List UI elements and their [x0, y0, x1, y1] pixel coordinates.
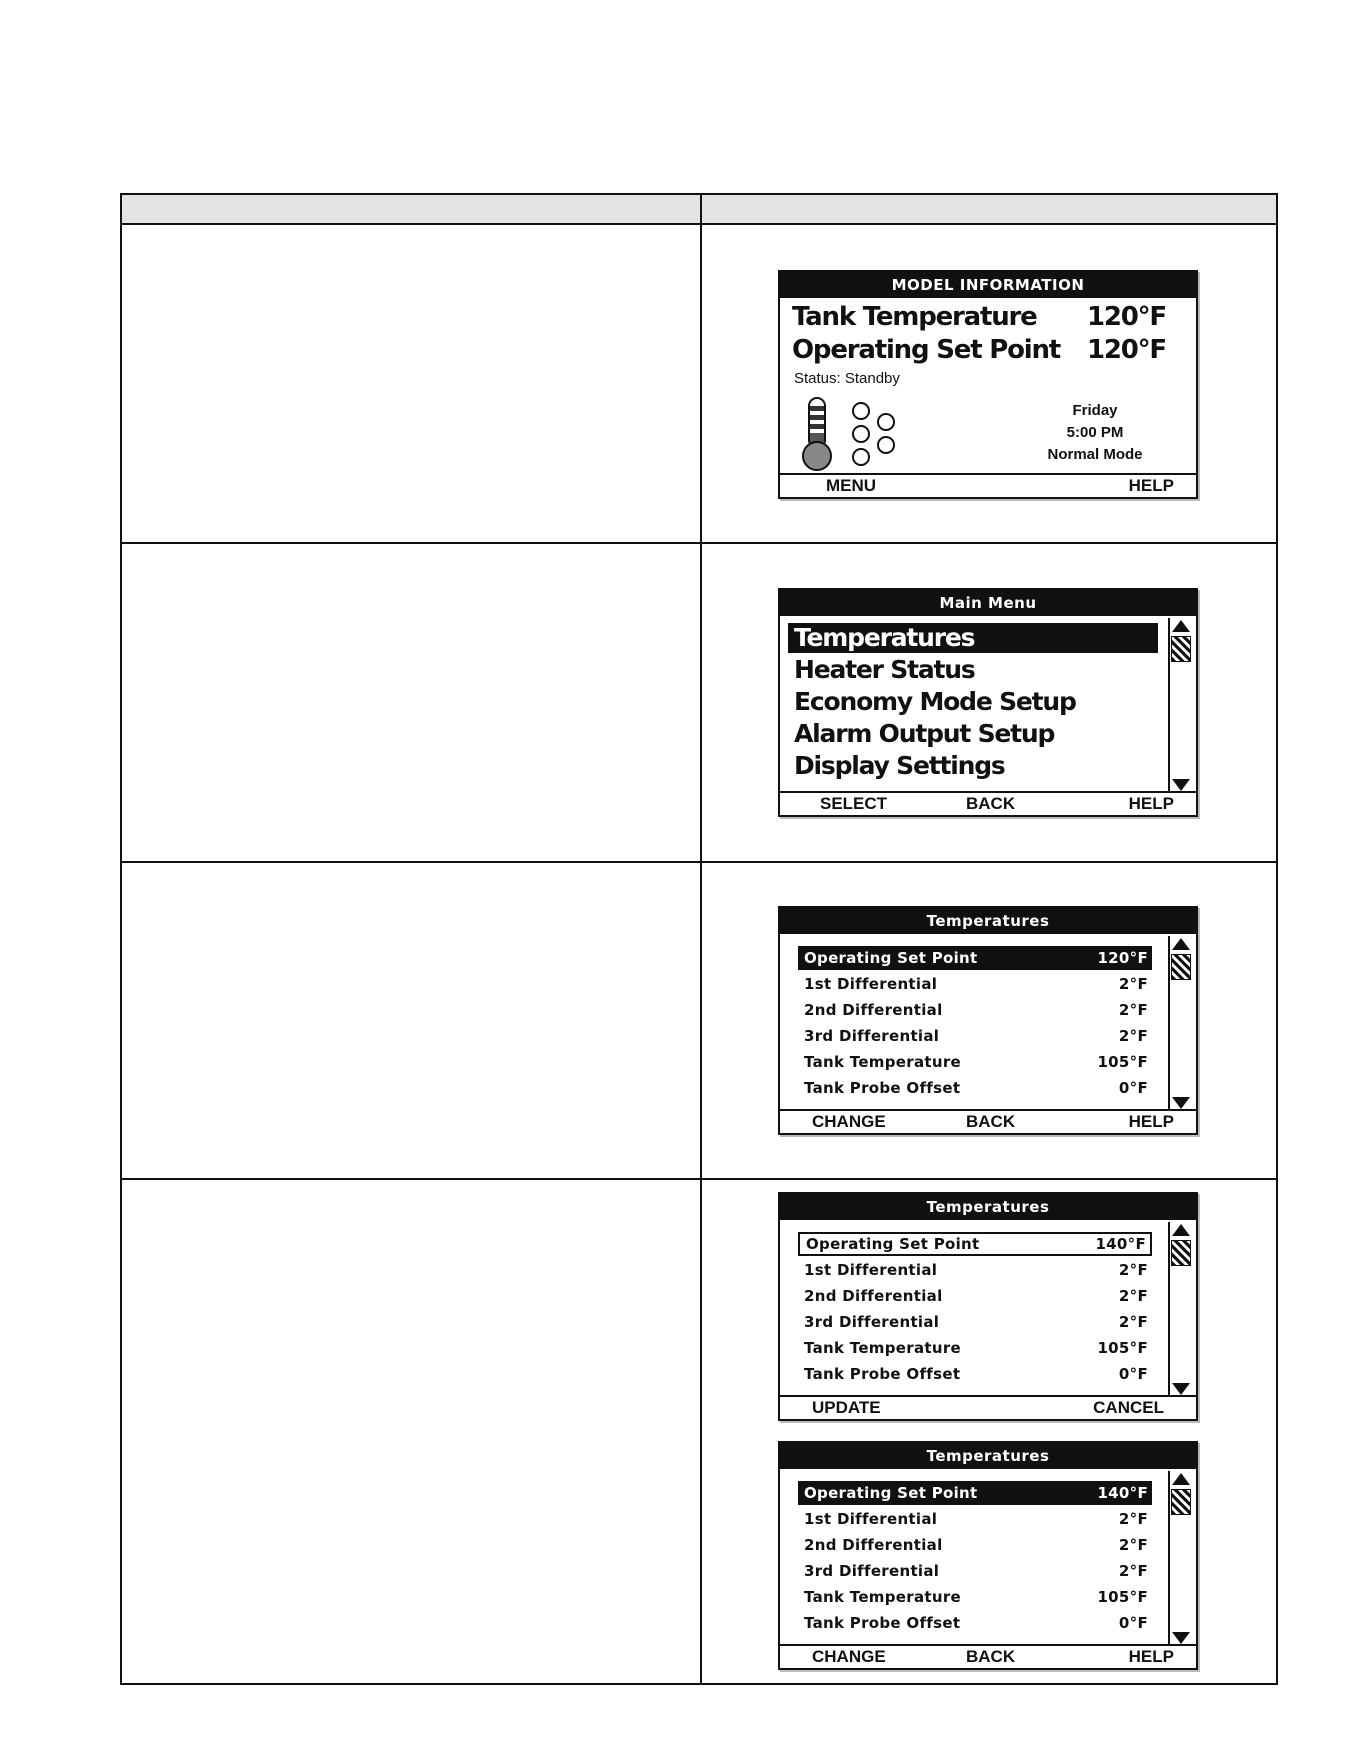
scroll-down-arrow-icon[interactable] — [1172, 1383, 1190, 1395]
status-light-icon — [877, 413, 895, 431]
row-label: Tank Probe Offset — [804, 1614, 961, 1632]
row-label: 3rd Differential — [804, 1313, 940, 1331]
scroll-thumb[interactable] — [1171, 1489, 1191, 1515]
temp-row-operating-set-point[interactable] — [798, 946, 1152, 970]
scroll-up-arrow-icon[interactable] — [1172, 938, 1190, 950]
status-light-icon — [852, 425, 870, 443]
scrollbar[interactable] — [1168, 1471, 1192, 1646]
row-label: 1st Differential — [804, 1261, 938, 1279]
temp-row-3rd-differential[interactable] — [798, 1559, 1152, 1583]
scrollbar[interactable] — [1168, 618, 1192, 793]
change-soft-key[interactable]: CHANGE — [812, 1647, 886, 1666]
row-value: 0°F — [1118, 1079, 1148, 1097]
menu-item-alarm-output-setup[interactable]: Alarm Output Setup — [794, 719, 1055, 748]
temp-row-1st-differential[interactable] — [798, 1258, 1152, 1282]
instruction-table — [120, 193, 1278, 1685]
soft-key-bar — [780, 791, 1196, 815]
back-soft-key[interactable]: BACK — [966, 1112, 1016, 1131]
menu-item-display-settings[interactable]: Display Settings — [794, 751, 1005, 780]
temp-row-2nd-differential[interactable] — [798, 1533, 1152, 1557]
scroll-down-arrow-icon[interactable] — [1172, 779, 1190, 791]
row-value: 2°F — [1118, 1313, 1148, 1331]
menu-soft-key[interactable]: MENU — [826, 476, 877, 495]
menu-item-heater-status[interactable]: Heater Status — [794, 655, 975, 684]
row-divider — [122, 861, 1276, 863]
temp-row-tank-probe-offset[interactable] — [798, 1611, 1152, 1635]
header-divider — [700, 195, 702, 225]
row-value: 2°F — [1118, 1562, 1148, 1580]
row-label: Tank Probe Offset — [804, 1365, 961, 1383]
lcd-screen-temperatures-updated — [778, 1441, 1198, 1670]
row-value: 2°F — [1118, 1510, 1148, 1528]
row-divider — [122, 1178, 1276, 1180]
screen-title: Main Menu — [780, 590, 1196, 616]
screen-title: MODEL INFORMATION — [780, 272, 1196, 298]
scroll-up-arrow-icon[interactable] — [1172, 1224, 1190, 1236]
thermometer-icon — [800, 396, 834, 472]
row-label: 2nd Differential — [804, 1536, 943, 1554]
temp-row-2nd-differential[interactable] — [798, 1284, 1152, 1308]
select-soft-key[interactable]: SELECT — [820, 794, 888, 813]
screen-title: Temperatures — [780, 908, 1196, 934]
scroll-thumb[interactable] — [1171, 1240, 1191, 1266]
row-value: 2°F — [1118, 1027, 1148, 1045]
back-soft-key[interactable]: BACK — [966, 1647, 1016, 1666]
row-value: 105°F — [1097, 1053, 1148, 1071]
row-label: 3rd Differential — [804, 1562, 940, 1580]
soft-key-bar — [780, 473, 1196, 497]
temp-row-tank-temperature[interactable] — [798, 1585, 1152, 1609]
lcd-screen-main-menu — [778, 588, 1198, 817]
row-label: Operating Set Point — [804, 1484, 978, 1502]
row-value: 140°F — [1097, 1484, 1148, 1502]
scroll-down-arrow-icon[interactable] — [1172, 1097, 1190, 1109]
temp-row-3rd-differential[interactable] — [798, 1024, 1152, 1048]
row-label: 2nd Differential — [804, 1001, 943, 1019]
row-label: Tank Probe Offset — [804, 1079, 961, 1097]
help-soft-key[interactable]: HELP — [1128, 794, 1174, 813]
temp-row-operating-set-point[interactable] — [798, 1232, 1152, 1256]
row-label: Tank Temperature — [804, 1588, 961, 1606]
scroll-up-arrow-icon[interactable] — [1172, 1473, 1190, 1485]
time-text: 5:00 PM — [1066, 424, 1124, 441]
scrollbar[interactable] — [1168, 1222, 1192, 1397]
set-point-label: Operating Set Point — [792, 335, 1061, 365]
cancel-soft-key[interactable]: CANCEL — [1093, 1398, 1164, 1417]
status-text: Status: Standby — [794, 370, 900, 387]
row-value: 2°F — [1118, 975, 1148, 993]
row-value: 2°F — [1118, 1287, 1148, 1305]
screen-title: Temperatures — [780, 1194, 1196, 1220]
change-soft-key[interactable]: CHANGE — [812, 1112, 886, 1131]
tank-temperature-row — [792, 302, 1184, 332]
lcd-screen-model-info — [778, 270, 1198, 499]
lcd-screen-temperatures — [778, 906, 1198, 1135]
help-soft-key[interactable]: HELP — [1128, 476, 1174, 495]
temp-row-tank-probe-offset[interactable] — [798, 1076, 1152, 1100]
temp-row-tank-probe-offset[interactable] — [798, 1362, 1152, 1386]
row-label: 1st Differential — [804, 975, 938, 993]
row-value[interactable]: 140°F — [1095, 1235, 1146, 1253]
row-label: Operating Set Point — [806, 1235, 980, 1253]
scroll-thumb[interactable] — [1171, 954, 1191, 980]
row-value: 105°F — [1097, 1588, 1148, 1606]
scroll-up-arrow-icon[interactable] — [1172, 620, 1190, 632]
temp-row-tank-temperature[interactable] — [798, 1336, 1152, 1360]
scroll-down-arrow-icon[interactable] — [1172, 1632, 1190, 1644]
row-value: 2°F — [1118, 1001, 1148, 1019]
lcd-screen-temperatures-edit — [778, 1192, 1198, 1421]
temp-row-1st-differential[interactable] — [798, 972, 1152, 996]
temp-row-3rd-differential[interactable] — [798, 1310, 1152, 1334]
table-header — [122, 195, 1276, 225]
row-label: Operating Set Point — [804, 949, 978, 967]
scrollbar[interactable] — [1168, 936, 1192, 1111]
row-value: 2°F — [1118, 1536, 1148, 1554]
tank-temperature-value: 120°F — [1086, 302, 1166, 332]
set-point-row — [792, 335, 1184, 365]
soft-key-bar — [780, 1395, 1196, 1419]
back-soft-key[interactable]: BACK — [966, 794, 1016, 813]
scroll-thumb[interactable] — [1171, 636, 1191, 662]
soft-key-bar — [780, 1109, 1196, 1133]
row-label: Tank Temperature — [804, 1339, 961, 1357]
column-divider — [700, 225, 702, 1683]
tank-temperature-label: Tank Temperature — [792, 302, 1037, 332]
row-label: 2nd Differential — [804, 1287, 943, 1305]
soft-key-bar — [780, 1644, 1196, 1668]
status-light-icon — [852, 402, 870, 420]
temp-row-2nd-differential[interactable] — [798, 998, 1152, 1022]
status-light-icon — [852, 448, 870, 466]
day-text: Friday — [1072, 402, 1118, 419]
row-label: 1st Differential — [804, 1510, 938, 1528]
help-soft-key[interactable]: HELP — [1128, 1112, 1174, 1131]
temp-row-operating-set-point[interactable] — [798, 1481, 1152, 1505]
row-divider — [122, 542, 1276, 544]
help-soft-key[interactable]: HELP — [1128, 1647, 1174, 1666]
row-label: 3rd Differential — [804, 1027, 940, 1045]
set-point-value: 120°F — [1086, 335, 1166, 365]
row-value: 2°F — [1118, 1261, 1148, 1279]
row-value: 105°F — [1097, 1339, 1148, 1357]
update-soft-key[interactable]: UPDATE — [812, 1398, 881, 1417]
temp-row-1st-differential[interactable] — [798, 1507, 1152, 1531]
row-label: Tank Temperature — [804, 1053, 961, 1071]
row-value: 120°F — [1097, 949, 1148, 967]
status-light-icon — [877, 436, 895, 454]
screen-title: Temperatures — [780, 1443, 1196, 1469]
menu-item-temperatures[interactable]: Temperatures — [788, 623, 1158, 653]
row-value: 0°F — [1118, 1365, 1148, 1383]
menu-item-economy-mode-setup[interactable]: Economy Mode Setup — [794, 687, 1076, 716]
mode-text: Normal Mode — [1047, 446, 1143, 463]
row-value: 0°F — [1118, 1614, 1148, 1632]
temp-row-tank-temperature[interactable] — [798, 1050, 1152, 1074]
